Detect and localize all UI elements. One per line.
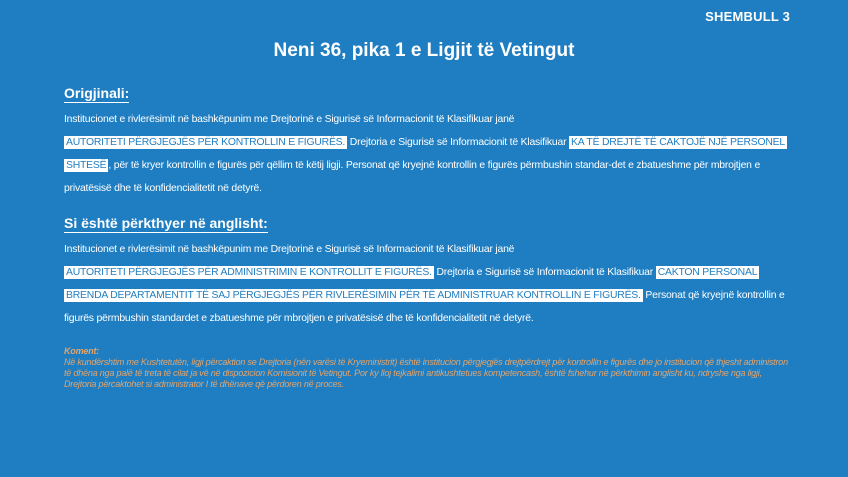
- translation-highlight-2: CAKTON PERSONAL BRENDA DEPARTAMENTIT TË SAJ PËRGJEGJËS PËR RIVLERËSIMIN PËR TË ADMINISTRUAR KONTROLLIN E FIGURËS.: [66, 267, 758, 301]
- original-text-1: Institucionet e rivlerësimit në bashkëpunim me Drejtorinë e Sigurisë së Informacionit të Klasifikuar janë: [64, 114, 515, 125]
- original-paragraph: [64, 108, 794, 200]
- original-text-3: , për të kryer kontrollin e figurës për qëllim të këtij ligji. Personat që kryejnë kontrollin e figurës përmbushin standar-det e zbatueshme për mbrojtjen e privatësisë dhe të konfidencialitetit në detyrë.: [64, 160, 761, 194]
- original-section: [64, 85, 794, 200]
- example-label: SHEMBULL 3: [705, 9, 790, 24]
- page-title: Neni 36, pika 1 e Ligjit të Vetingut: [273, 40, 575, 61]
- translation-paragraph: [64, 238, 794, 330]
- translation-heading: Si është përkthyer në anglisht:: [64, 215, 268, 231]
- original-highlight-1: AUTORITETI PËRGJEGJËS PËR KONTROLLIN E FIGURËS.: [66, 137, 346, 148]
- translation-text-3: Personat që kryejnë kontrollin e figurës përmbushin standardet e zbatueshme për mbrojtjen e privatësisë dhe të konfidencialitetit në detyrë.: [64, 290, 785, 324]
- translation-text-1: Institucionet e rivlerësimit në bashkëpunim me Drejtorinë e Sigurisë së Informacionit të Klasifikuar janë: [64, 244, 515, 255]
- comment-label: Koment:: [64, 346, 100, 356]
- translation-section: [64, 215, 794, 330]
- comment-text: Në kundërshtim me Kushtetutën, ligji përcaktion se Drejtoria (nën varësi të Kryeministrit) është institucion përgjegjës drejtpërdrejt për kontrollin e figurës dhe jo institucion që thjesht administron të dhëna nga palë të treta të cilat ja vë në dispozicion Komisionit të Vetingut. Por ky lloj tejkalimi antikushtetues kompetencash, është fshehur në përkthimin anglisht ku, ndryshe nga ligji, Drejtoria përcaktohet si administrator I të dhënave që përdoren në proces.: [64, 357, 788, 389]
- original-heading: Origjinali:: [64, 85, 130, 101]
- translation-highlight-1: AUTORITETI PËRGJEGJËS PËR ADMINISTRIMIN E KONTROLLIT E FIGURËS.: [66, 267, 432, 278]
- original-text-2: Drejtoria e Sigurisë së Informacionit të Klasifikuar: [347, 137, 570, 148]
- comment-block: [64, 346, 794, 390]
- original-highlight-2: KA TË DREJTË TË CAKTOJË NJË PERSONEL SHTESË: [66, 137, 785, 171]
- translation-text-2: Drejtoria e Sigurisë së Informacionit të Klasifikuar: [433, 267, 656, 278]
